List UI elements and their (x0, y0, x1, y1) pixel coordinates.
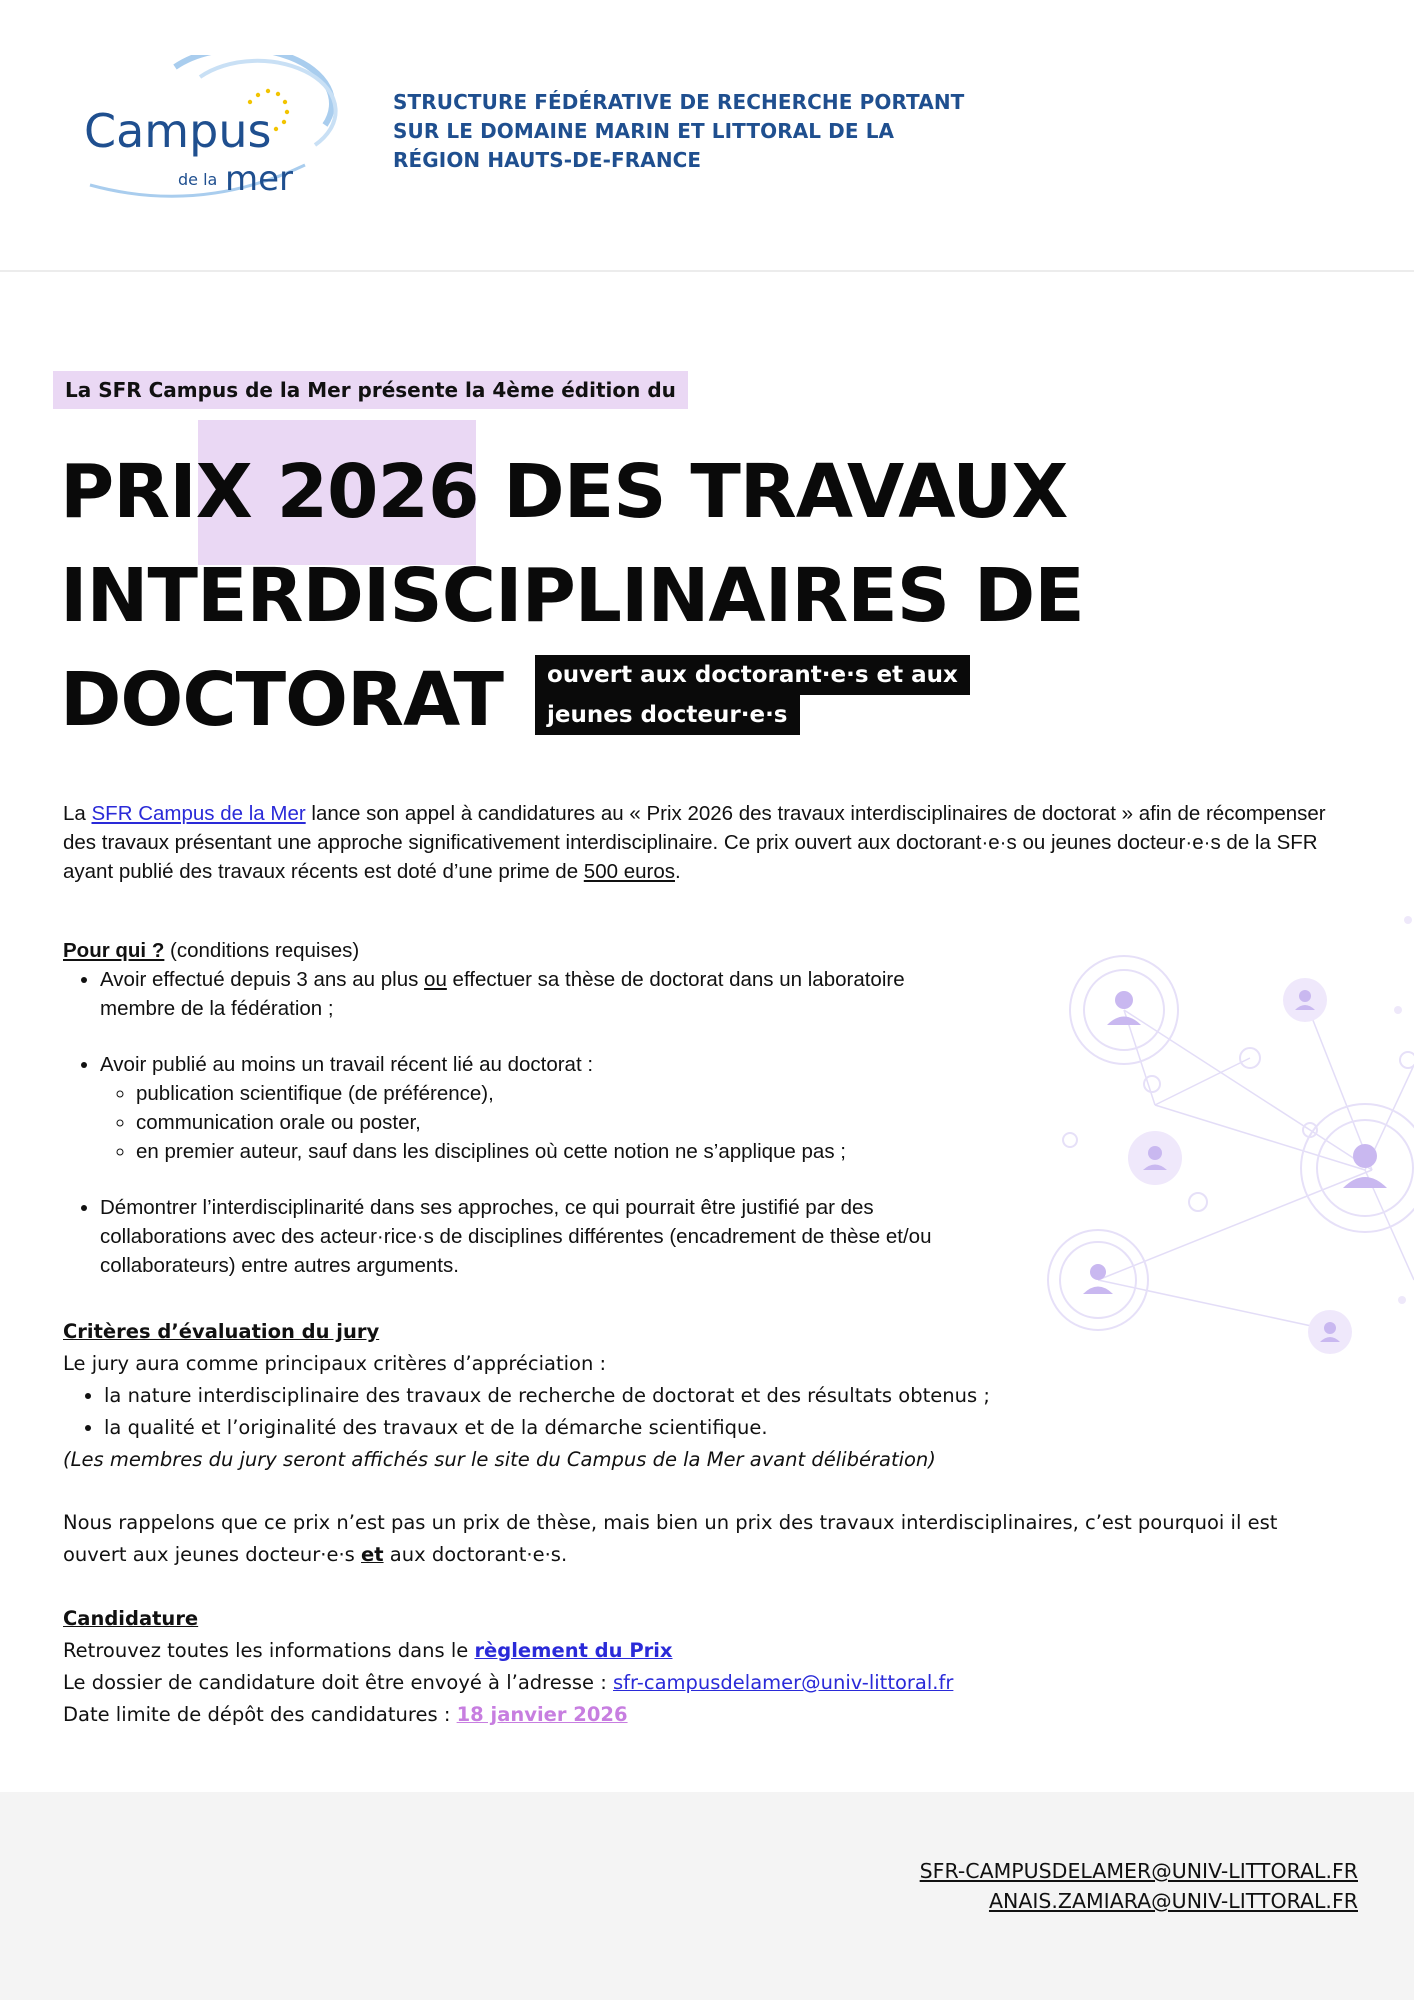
header-tagline (393, 88, 964, 175)
condition-1-text-a: Avoir effectué depuis 3 ans au plus (100, 968, 425, 991)
intro-text-end: . (674, 860, 681, 883)
intro-paragraph (63, 799, 1333, 886)
sub-item-2: ◦ communication orale ou poster, (136, 1108, 963, 1137)
deadline-date: 18 janvier 2026 (456, 1703, 628, 1726)
reminder-text-a: Nous rappelons que ce prix n’est pas un prix de thèse, mais bien un prix des travaux interdisciplinaires, c’est pourquoi il est ouvert aux jeunes docteur·e·s (63, 1511, 1278, 1566)
publication-sublist (100, 1079, 963, 1166)
page-header (0, 0, 1414, 272)
campus-de-la-mer-logo (80, 55, 340, 205)
sub-item-1: ◦ publication scientifique (de préférence), (136, 1079, 963, 1108)
intro-text-middle: lance son appel à candidatures au « Prix 2026 des travaux interdisciplinaires de doctorat » afin de récompenser des travaux présentant une approche significativement interdisciplinaire. Ce prix ouvert aux doctorant·e·s ou jeunes docteur·e·s de la SFR ayant publié des travaux récents est doté d’une prime de (63, 802, 1326, 883)
application-section (63, 1603, 1163, 1731)
list-spacer (100, 1166, 963, 1193)
title-line-3: DOCTORAT (60, 657, 504, 743)
rules-text: Retrouvez toutes les informations dans le (63, 1639, 475, 1662)
reminder-et: et (361, 1543, 384, 1566)
eligibility-label-line-2: jeunes docteur·e·s (535, 695, 800, 735)
intro-text-start: La (63, 802, 92, 825)
condition-1-ou: ou (424, 968, 447, 991)
logo-mer-text: mer (225, 159, 294, 199)
page-footer (0, 1792, 1414, 2000)
prize-amount: 500 euros (583, 860, 675, 883)
sub-item-3: ◦ en premier auteur, sauf dans les disciplines où cette notion ne s’applique pas ; (136, 1137, 963, 1166)
eligibility-label (535, 655, 970, 735)
criteria-list (63, 1380, 1163, 1444)
pour-qui-heading: Pour qui ? (63, 939, 165, 962)
reminder-text-b: aux doctorant·e·s. (383, 1543, 568, 1566)
footer-email-1[interactable]: SFR-CAMPUSDELAMER@UNIV-LITTORAL.FR (919, 1859, 1358, 1883)
application-email-link[interactable]: sfr-campusdelamer@univ-littoral.fr (613, 1671, 954, 1694)
condition-item-2 (100, 1050, 963, 1166)
eligibility-section (63, 936, 963, 1280)
sfr-campus-link[interactable]: SFR Campus de la Mer (91, 802, 306, 825)
jury-note: (Les membres du jury seront affichés sur le site du Campus de la Mer avant délibération) (63, 1448, 936, 1471)
criteria-heading: Critères d’évaluation du jury (63, 1320, 380, 1343)
eligibility-label-line-1: ouvert aux doctorant·e·s et aux (535, 655, 970, 695)
criteria-intro: Le jury aura comme principaux critères d’appréciation : (63, 1352, 607, 1375)
condition-1-text-b: effectuer sa thèse de doctorat dans un laboratoire membre de la fédération ; (100, 968, 905, 1020)
logo-campus-text: Campus (84, 104, 272, 158)
application-heading: Candidature (63, 1607, 199, 1630)
footer-email-2[interactable]: ANAIS.ZAMIARA@UNIV-LITTORAL.FR (988, 1889, 1358, 1913)
deadline-text: Date limite de dépôt des candidatures : (63, 1703, 457, 1726)
conditions-list (63, 965, 963, 1280)
rules-link[interactable]: règlement du Prix (474, 1639, 673, 1662)
list-spacer (100, 1023, 963, 1050)
condition-2-text: Avoir publié au moins un travail récent lié au doctorat : (100, 1053, 594, 1076)
criteria-item-2: • la qualité et l’originalité des travaux et de la démarche scientifique. (104, 1412, 1163, 1444)
criteria-section (63, 1316, 1163, 1476)
reminder-paragraph (63, 1507, 1333, 1571)
condition-item-3: • Démontrer l’interdisciplinarité dans ses approches, ce qui pourrait être justifié par des collaborations avec des acteur·rice·s de disciplines différentes (encadrement de thèse et/ou collaborateurs) entre autres arguments. (100, 1193, 963, 1280)
pour-qui-heading-suffix: (conditions requises) (164, 939, 360, 962)
condition-item-1 (100, 965, 963, 1023)
tagline-line-2: SUR LE DOMAINE MARIN ET LITTORAL DE LA (393, 119, 895, 143)
title-line-2: INTERDISCIPLINAIRES DE (60, 553, 1084, 639)
logo-de-la-text: de la (178, 170, 218, 189)
criteria-item-1: • la nature interdisciplinaire des travaux de recherche de doctorat et des résultats obtenus ; (104, 1380, 1163, 1412)
tagline-line-3: RÉGION HAUTS-DE-FRANCE (393, 148, 702, 172)
title-line-1: PRIX 2026 DES TRAVAUX (60, 449, 1068, 535)
edition-intro: La SFR Campus de la Mer présente la 4ème édition du (53, 371, 688, 409)
address-text: Le dossier de candidature doit être envoyé à l’adresse : (63, 1671, 614, 1694)
network-illustration (1010, 900, 1414, 1380)
footer-contacts (920, 1856, 1358, 1916)
tagline-line-1: STRUCTURE FÉDÉRATIVE DE RECHERCHE PORTANT (393, 90, 965, 114)
